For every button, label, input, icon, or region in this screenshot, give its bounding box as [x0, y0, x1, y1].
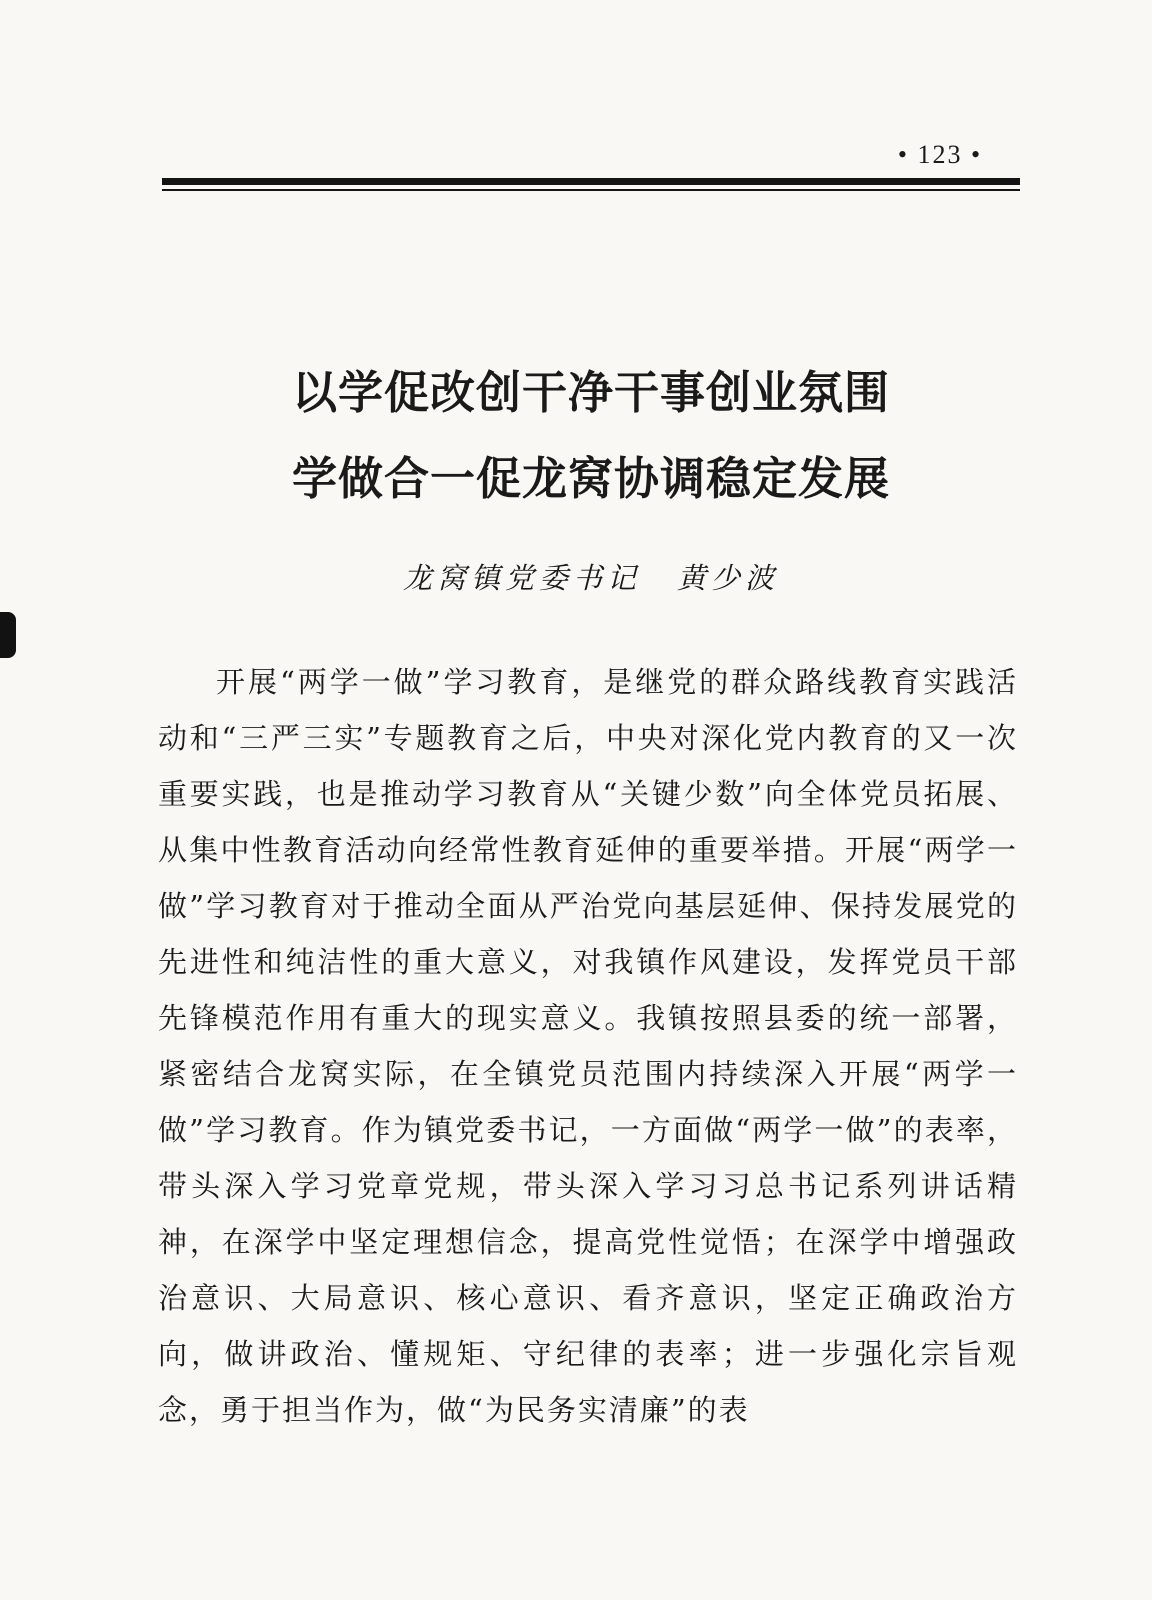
header-rule-thick — [162, 178, 1020, 185]
author-name: 黄少波 — [677, 561, 780, 595]
header-rule-thin — [162, 189, 1020, 191]
article-title — [162, 350, 1020, 522]
page-number: • 123 • — [897, 140, 983, 169]
byline — [162, 556, 1020, 597]
body-paragraph: 开展“两学一做”学习教育，是继党的群众路线教育实践活动和“三严三实”专题教育之后，中央对深化党内教育的又一次重要实践，也是推动学习教育从“关键少数”向全体党员拓展、从集中性教育活动向经常性教育延伸的重要举措。开展“两学一做”学习教育对于推动全面从严治党向基层延伸、保持发展党的先进性和纯洁性的重大意义，对我镇作风建设，发挥党员干部先锋模范作用有重大的现实意义。我镇按照县委的统一部署，紧密结合龙窝实际，在全镇党员范围内持续深入开展“两学一做”学习教育。作为镇党委书记，一方面做“两学一做”的表率，带头深入学习党章党规，带头深入学习习总书记系列讲话精神，在深学中坚定理想信念，提高党性觉悟；在深学中增强政治意识、大局意识、核心意识、看齐意识，坚定正确政治方向，做讲政治、懂规矩、守纪律的表率；进一步强化宗旨观念，勇于担当作为，做“为民务实清廉”的表 — [158, 665, 1018, 1427]
title-line-1: 以学促改创干净干事创业氛围 — [291, 366, 890, 419]
author-position: 龙窝镇党委书记 — [402, 561, 641, 595]
title-line-2: 学做合一促龙窝协调稳定发展 — [291, 452, 890, 505]
scan-edge-mark — [0, 612, 16, 658]
